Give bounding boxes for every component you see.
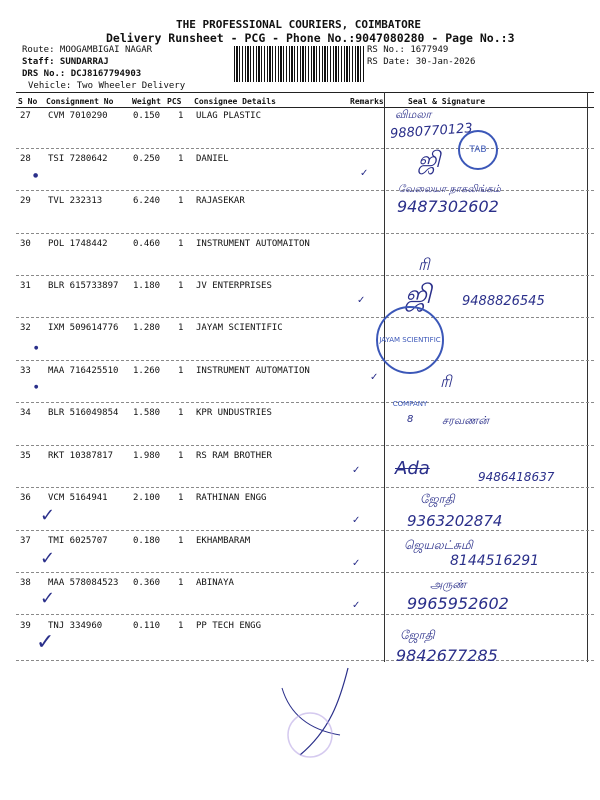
- row-weight: 1.260: [133, 366, 161, 376]
- signature-scribble: ரி: [418, 255, 430, 274]
- row-consignee: KPR UNDUSTRIES: [196, 408, 272, 418]
- row-consignment: TSI 7280642: [48, 154, 108, 164]
- staff-label: Staff: SUNDARRAJ: [22, 57, 109, 67]
- row-consignee: INSTRUMENT AUTOMAITON: [196, 239, 310, 249]
- stray-mark: ●: [34, 384, 39, 390]
- header-top-rule: [16, 92, 594, 93]
- row-pcs: 1: [178, 408, 184, 418]
- remarks-divider: [384, 92, 385, 662]
- row-pcs: 1: [178, 323, 184, 333]
- row-divider: [16, 572, 594, 573]
- row-pcs: 1: [178, 366, 184, 376]
- rs-date: RS Date: 30-Jan-2026: [367, 57, 476, 67]
- row-sno: 35: [20, 451, 31, 461]
- row-pcs: 1: [178, 239, 184, 249]
- handwritten-name: வேலையா நாகலிங்கம்: [398, 184, 501, 195]
- col-consignment: Consignment No: [46, 97, 114, 106]
- handwritten-name: ஜோதி: [420, 492, 455, 506]
- right-border: [587, 92, 588, 662]
- row-pcs: 1: [178, 196, 184, 206]
- signature-scribble: ஜி: [405, 280, 432, 310]
- row-sno: 39: [20, 621, 31, 631]
- row-sno: 31: [20, 281, 31, 291]
- barcode: [234, 46, 364, 82]
- tick-mark: ✓: [352, 600, 361, 611]
- row-weight: 1.980: [133, 451, 161, 461]
- row-consignment: CVM 7010290: [48, 111, 108, 121]
- tick-mark: ✓: [357, 295, 366, 306]
- row-divider: [16, 275, 594, 276]
- sheet-title: THE PROFESSIONAL COURIERS, COIMBATORE: [176, 18, 422, 31]
- row-consignee: ABINAYA: [196, 578, 234, 588]
- col-pcs: PCS: [167, 97, 182, 106]
- row-consignee: EKHAMBARAM: [196, 536, 251, 546]
- row-consignment: MAA 578084523: [48, 578, 119, 588]
- tick-mark: ✓: [40, 505, 56, 526]
- row-consignment: TMI 6025707: [48, 536, 108, 546]
- row-divider: [16, 487, 594, 488]
- row-weight: 1.280: [133, 323, 161, 333]
- row-pcs: 1: [178, 111, 184, 121]
- row-consignee: DANIEL: [196, 154, 229, 164]
- vehicle-label: Vehicle: Two Wheeler Delivery: [28, 81, 186, 91]
- handwritten-name: ஜோதி: [400, 628, 435, 642]
- signature-scribble: Ada: [395, 458, 430, 479]
- row-sno: 38: [20, 578, 31, 588]
- row-consignment: VCM 5164941: [48, 493, 108, 503]
- row-consignment: IXM 509614776: [48, 323, 119, 333]
- row-consignee: RAJASEKAR: [196, 196, 245, 206]
- handwritten-phone: 9842677285: [396, 646, 498, 665]
- tick-mark: ✓: [352, 515, 361, 526]
- row-sno: 33: [20, 366, 31, 376]
- row-sno: 37: [20, 536, 31, 546]
- row-consignment: MAA 716425510: [48, 366, 119, 376]
- row-divider: [16, 148, 594, 149]
- row-divider: [16, 614, 594, 615]
- handwritten-phone: 9486418637: [478, 470, 555, 484]
- handwritten-phone: 9363202874: [407, 512, 503, 530]
- handwritten-name: சரவணன்: [442, 414, 489, 427]
- col-signature: Seal & Signature: [408, 97, 486, 106]
- row-divider: [16, 190, 594, 191]
- handwritten-name: ஜெயலட்சுமி: [404, 538, 473, 552]
- row-consignee: INSTRUMENT AUTOMATION: [196, 366, 310, 376]
- row-weight: 0.250: [133, 154, 161, 164]
- row-consignee: PP TECH ENGG: [196, 621, 262, 631]
- drs-label: DRS No.: DCJ8167794903: [22, 69, 142, 79]
- row-pcs: 1: [178, 493, 184, 503]
- handwritten-phone: 9965952602: [407, 594, 509, 613]
- row-consignment: TNJ 334960: [48, 621, 103, 631]
- tick-mark: ✓: [352, 465, 361, 476]
- signature-scribble: ஜி: [418, 148, 441, 173]
- row-sno: 29: [20, 196, 31, 206]
- handwritten-number: 8: [407, 414, 414, 425]
- rs-number: RS No.: 1677949: [367, 45, 449, 55]
- handwritten-phone: 9880770123: [389, 121, 474, 142]
- row-consignment: TVL 232313: [48, 196, 103, 206]
- handwritten-name: அருண்: [430, 578, 467, 591]
- handwritten-phone: 9488826545: [462, 294, 545, 309]
- tick-mark: ✓: [370, 372, 379, 383]
- row-sno: 27: [20, 111, 31, 121]
- col-sno: S No: [18, 97, 38, 106]
- col-remarks: Remarks: [350, 97, 384, 106]
- signature-scribble: [270, 660, 380, 770]
- row-consignee: RATHINAN ENGG: [196, 493, 267, 503]
- row-divider: [16, 530, 594, 531]
- route-label: Route: MOOGAMBIGAI NAGAR: [22, 45, 153, 55]
- company-stamp: TAB: [458, 130, 498, 170]
- row-consignment: RKT 10387817: [48, 451, 114, 461]
- stray-mark: ●: [33, 172, 39, 179]
- row-consignee: JAYAM SCIENTIFIC: [196, 323, 283, 333]
- row-consignee: JV ENTERPRISES: [196, 281, 272, 291]
- row-weight: 0.180: [133, 536, 161, 546]
- row-divider: [16, 360, 594, 361]
- company-stamp: JAYAM SCIENTIFIC COMPANY: [376, 306, 444, 374]
- tick-mark: ✓: [40, 588, 56, 609]
- row-pcs: 1: [178, 154, 184, 164]
- row-weight: 0.360: [133, 578, 161, 588]
- sheet-subtitle: Delivery Runsheet - PCG - Phone No.:9047080280 - Page No.:3: [106, 31, 515, 45]
- stray-mark: ●: [34, 345, 39, 351]
- row-pcs: 1: [178, 451, 184, 461]
- row-weight: 0.150: [133, 111, 161, 121]
- row-consignee: ULAG PLASTIC: [196, 111, 262, 121]
- row-sno: 28: [20, 154, 31, 164]
- row-consignee: RS RAM BROTHER: [196, 451, 272, 461]
- row-weight: 1.180: [133, 281, 161, 291]
- row-weight: 1.580: [133, 408, 161, 418]
- tick-mark: ✓: [352, 558, 361, 569]
- row-divider: [16, 402, 594, 403]
- handwritten-phone: 8144516291: [450, 553, 540, 569]
- header-bottom-rule: [16, 107, 594, 108]
- row-weight: 0.110: [133, 621, 161, 631]
- row-consignment: BLR 516049854: [48, 408, 119, 418]
- tick-mark: ✓: [36, 630, 55, 655]
- row-pcs: 1: [178, 621, 184, 631]
- row-consignment: BLR 615733897: [48, 281, 119, 291]
- row-divider: [16, 445, 594, 446]
- row-pcs: 1: [178, 578, 184, 588]
- row-divider: [16, 233, 594, 234]
- tick-mark: ✓: [40, 548, 56, 569]
- row-pcs: 1: [178, 536, 184, 546]
- row-weight: 0.460: [133, 239, 161, 249]
- col-consignee: Consignee Details: [194, 97, 276, 106]
- signature-scribble: ரி: [440, 372, 452, 391]
- row-sno: 30: [20, 239, 31, 249]
- handwritten-phone: 9487302602: [397, 197, 499, 216]
- row-weight: 2.100: [133, 493, 161, 503]
- tick-mark: ✓: [360, 168, 369, 179]
- col-weight: Weight: [132, 97, 161, 106]
- handwritten-name: விமலா: [395, 108, 432, 121]
- row-consignment: POL 1748442: [48, 239, 108, 249]
- row-sno: 32: [20, 323, 31, 333]
- row-weight: 6.240: [133, 196, 161, 206]
- row-divider: [16, 317, 594, 318]
- row-pcs: 1: [178, 281, 184, 291]
- row-sno: 36: [20, 493, 31, 503]
- row-sno: 34: [20, 408, 31, 418]
